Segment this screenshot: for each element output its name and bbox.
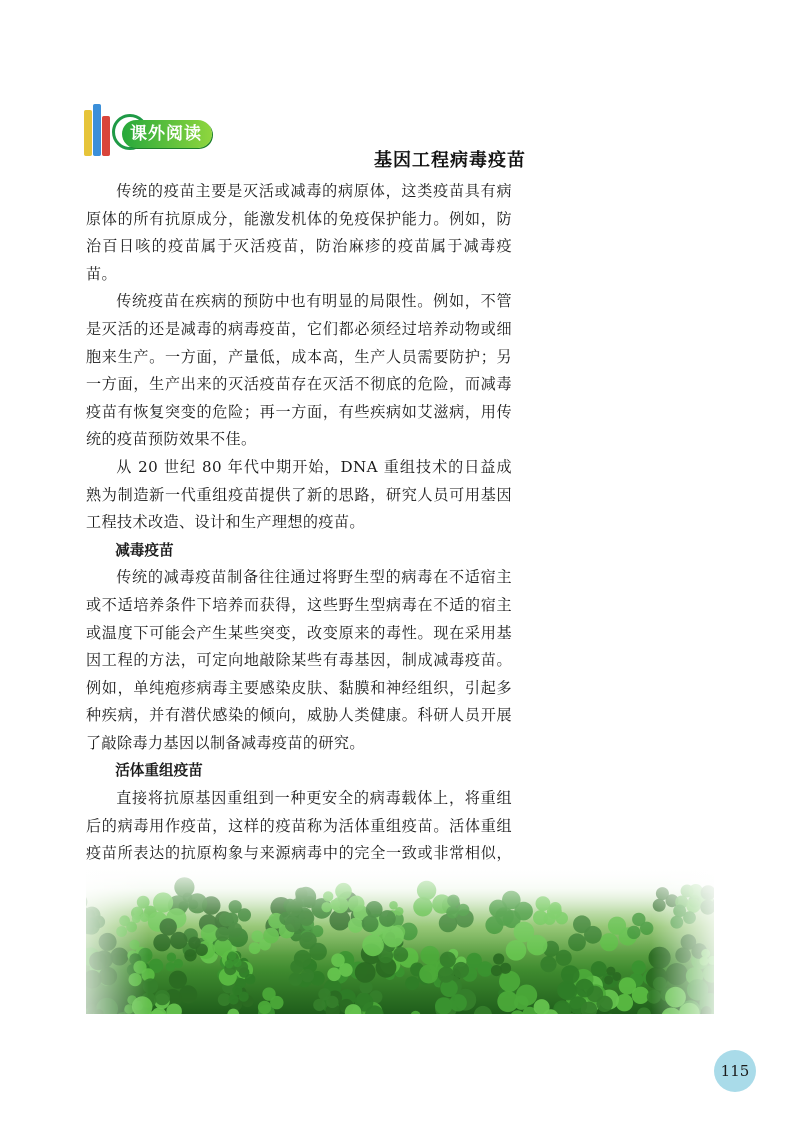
clover-fade-overlay: [86, 868, 714, 1014]
article-title: 基因工程病毒疫苗: [374, 150, 526, 171]
badge-label: 课外阅读: [122, 120, 212, 148]
paragraph-traditional-vaccines: 传统的疫苗主要是灭活或减毒的病原体，这类疫苗具有病原体的所有抗原成分，能激发机体的免疫保护能力。例如，防治百日咳的疫苗属于灭活疫苗，防治麻疹的疫苗属于减毒疫苗。: [86, 182, 512, 283]
clover-photo: [86, 868, 714, 1014]
reading-badge: [84, 100, 234, 164]
paragraph-text-part: 直接将抗原基因重组到一种更安全的病毒载体上，将重组后的病毒用作疫苗，这样的疫苗称为活体重组疫苗。活体重组疫苗所表达的抗原构象与来源病毒中的完全一致或非常相似，: [86, 789, 512, 863]
subheading-attenuated-vaccine: 减毒疫苗: [115, 541, 174, 559]
paragraph-attenuated-vaccine: 传统的减毒疫苗制备往往通过将野生型的病毒在不适宿主或不适培养条件下培养而获得，这些野生型病毒在不适的宿主或温度下可能会产生某些突变，改变原来的毒性。现在采用基因工程的方法，可定向地敲除某些有毒基因，制成减毒疫苗。例如，单纯疱疹病毒主要感染皮肤、黏膜和神经组织，引起多种疾病，并有潜伏感染的倾向，威胁人类健康。科研人员开展了敲除毒力基因以制备减毒疫苗的研究。: [86, 568, 512, 752]
paragraph-limitations: 传统疫苗在疾病的预防中也有明显的局限性。例如，不管是灭活的还是减毒的病毒疫苗，它们都必须经过培养动物或细胞来生产。一方面，产量低，成本高，生产人员需要防护；另一方面，生产出来的灭活疫苗存在灭活不彻底的危险，而减毒疫苗有恢复突变的危险；再一方面，有些疾病如艾滋病，用传统的疫苗预防效果不佳。: [86, 292, 512, 449]
subheading-live-recombinant-vaccine: 活体重组疫苗: [115, 762, 203, 780]
paragraph-dna-recombination: 从 20 世纪 80 年代中期开始，DNA 重组技术的日益成熟为制造新一代重组疫苗提供了新的思路，研究人员可用基因工程技术改造、设计和生产理想的疫苗。: [86, 457, 512, 532]
page-number: 115: [714, 1050, 756, 1092]
